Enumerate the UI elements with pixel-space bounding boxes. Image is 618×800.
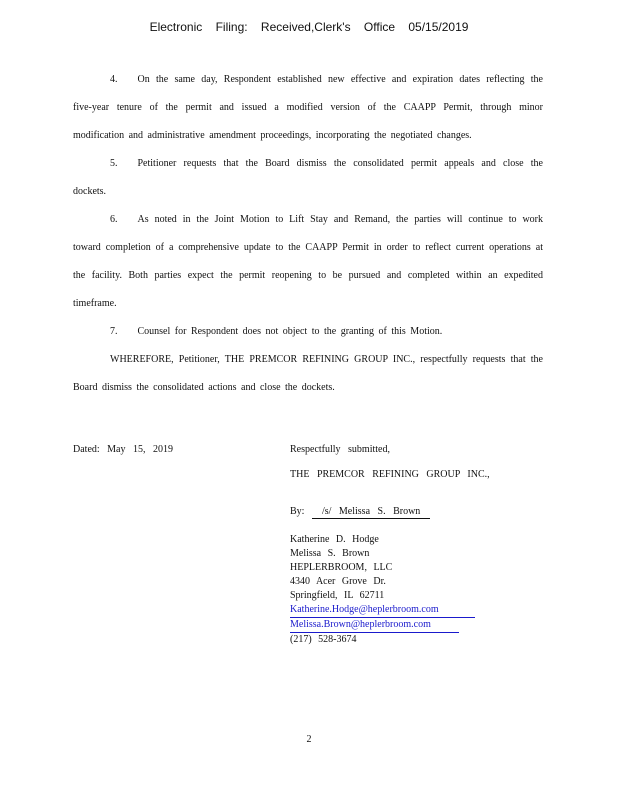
electronic-signature: /s/ Melissa S. Brown (312, 506, 430, 519)
counsel-line: Melissa S. Brown (290, 548, 370, 559)
email-link-hodge[interactable]: Katherine.Hodge@heplerbroom.com (290, 603, 475, 618)
counsel-line: 4340 Acer Grove Dr. (290, 576, 386, 587)
party-name: THE PREMCOR REFINING GROUP INC., (290, 469, 490, 480)
by-label: By: (290, 506, 305, 517)
counsel-line: Katherine D. Hodge (290, 534, 379, 545)
counsel-address (290, 533, 530, 647)
paragraph-7: 7. Counsel for Respondent does not object to the granting of this Motion. (110, 326, 443, 337)
counsel-line: HEPLERBROOM, LLC (290, 562, 393, 573)
by-line (290, 506, 530, 519)
signature-block (290, 444, 530, 647)
electronic-filing-stamp: Electronic Filing: Received,Clerk's Office 05/15/2019 (149, 20, 469, 34)
motion-body (73, 66, 543, 402)
dated-line: Dated: May 15, 2019 (73, 444, 173, 455)
wherefore-paragraph: WHEREFORE, Petitioner, THE PREMCOR REFINING GROUP INC., respectfully requests that the Board dismiss the consolidated actions and close the dockets. (73, 354, 543, 393)
paragraph-4: 4. On the same day, Respondent established new effective and expiration dates reflecting the five-year tenure of the permit and issued a modified version of the CAAPP Permit, through minor modification and administrative amendment proceedings, incorporating the negotiated changes. (73, 74, 543, 141)
paragraph-5: 5. Petitioner requests that the Board dismiss the consolidated permit appeals and close the dockets. (73, 158, 543, 197)
respectfully-submitted: Respectfully submitted, (290, 444, 390, 455)
email-link-brown[interactable]: Melissa.Brown@heplerbroom.com (290, 618, 459, 633)
phone-number: (217) 528-3674 (290, 634, 357, 645)
paragraph-6: 6. As noted in the Joint Motion to Lift Stay and Remand, the parties will continue to work toward completion of a comprehensive update to the CAAPP Permit in order to reflect current operations at the facility. Both parties expect the permit reopening to be pursued and completed within an expedited timeframe. (73, 214, 543, 309)
page-number: 2 (306, 734, 312, 745)
counsel-line: Springfield, IL 62711 (290, 590, 385, 601)
